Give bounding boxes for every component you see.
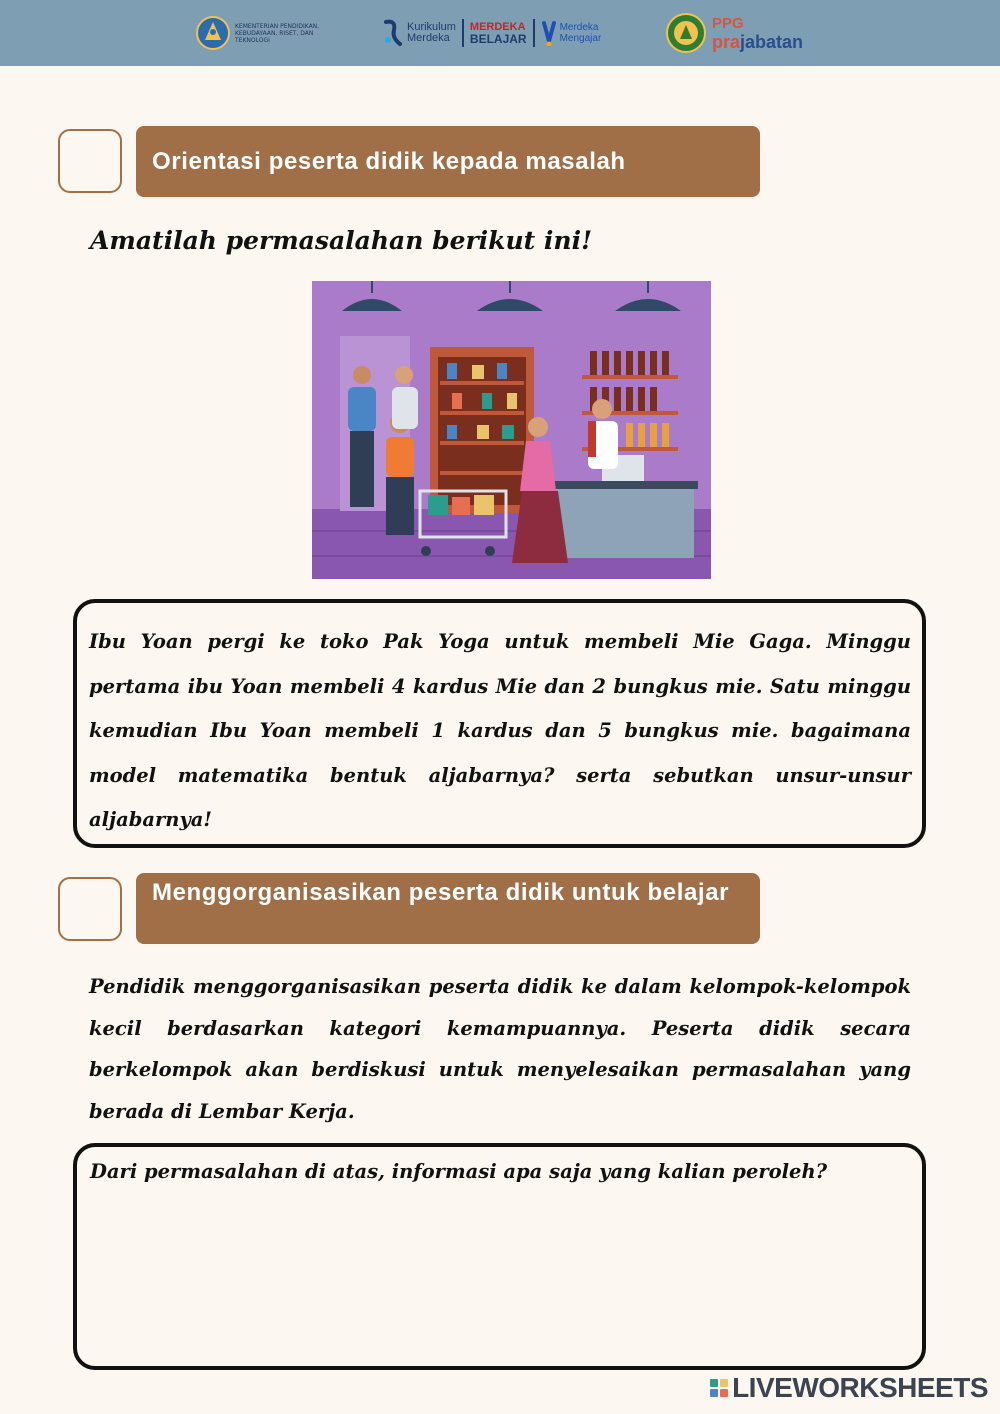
ppg-jabatan: jabatan	[740, 32, 804, 52]
kurikulum-line2: Merdeka	[407, 32, 450, 44]
kurikulum-merdeka-text	[407, 22, 456, 44]
logo-divider	[533, 19, 535, 47]
supermarket-illustration-icon	[312, 281, 711, 579]
merdeka-mengajar-text	[560, 22, 602, 44]
section2-number-box[interactable]	[58, 877, 122, 941]
instruction-text: Amatilah permasalahan berikut ini!	[90, 226, 593, 255]
section1-title: Orientasi peserta didik kepada masalah	[152, 148, 626, 175]
ppg-prajabatan-logo	[666, 12, 803, 54]
merdeka-mengajar-icon	[541, 19, 557, 47]
header-bar	[0, 0, 1000, 66]
ppg-text	[712, 15, 803, 51]
merdeka-belajar-line1: MERDEKA	[469, 21, 526, 33]
kurikulum-line1: Kurikulum	[407, 21, 456, 33]
wm-icon-tile	[720, 1379, 728, 1387]
answer-input[interactable]	[90, 1200, 908, 1355]
ppg-pra: pra	[712, 32, 741, 52]
section2-title: Menggorganisasikan peserta didik untuk belajar	[152, 879, 730, 906]
merdeka-belajar-line2: BELAJAR	[469, 32, 527, 46]
organize-paragraph: Pendidik menggorganisasikan peserta didik ke dalam kelompok-kelompok kecil berdasarkan kategori kemampuannya. Peserta didik secara berkelompok akan berdiskusi untuk menyelesaikan permasalahan yang berada di Lembar Kerja.	[89, 975, 911, 1123]
tut-wuri-emblem-icon	[196, 16, 230, 50]
kurikulum-merdeka-icon	[382, 18, 404, 48]
section1-title-bar	[136, 126, 760, 197]
merdeka-mengajar-line2: Mengajar	[559, 33, 602, 44]
logo-divider	[462, 19, 464, 47]
question-text: Dari permasalahan di atas, informasi apa saja yang kalian peroleh?	[90, 1160, 828, 1183]
wm-icon-tile	[720, 1389, 728, 1397]
ppg-line1: PPG	[712, 15, 744, 32]
section2-title-bar	[136, 873, 760, 944]
liveworksheets-watermark	[710, 1372, 988, 1404]
kurikulum-merdeka-logo	[382, 12, 601, 54]
merdeka-mengajar-line1: Merdeka	[559, 22, 599, 33]
watermark-text: LIVEWORKSHEETS	[732, 1372, 988, 1403]
liveworksheets-icon	[710, 1379, 728, 1397]
story-text: Ibu Yoan pergi ke toko Pak Yoga untuk membeli Mie Gaga. Minggu pertama ibu Yoan membeli 4 kardus Mie dan 2 bungkus mie. Satu minggu kemudian Ibu Yoan membeli 1 kardus dan 5 bungkus mie. bagaimana model matematika bentuk aljabarnya? serta sebutkan unsur-unsur aljabarnya!	[89, 630, 911, 831]
merdeka-belajar-logo	[470, 21, 527, 45]
wm-icon-tile	[710, 1379, 718, 1387]
wm-icon-tile	[710, 1389, 718, 1397]
kemdikbud-logo	[196, 12, 340, 54]
university-seal-icon	[666, 13, 706, 53]
ppg-line2	[712, 33, 803, 51]
section1-number-box[interactable]	[58, 129, 122, 193]
kemdikbud-text: KEMENTERIAN PENDIDIKAN, KEBUDAYAAN, RISET, DAN TEKNOLOGI	[235, 22, 320, 44]
